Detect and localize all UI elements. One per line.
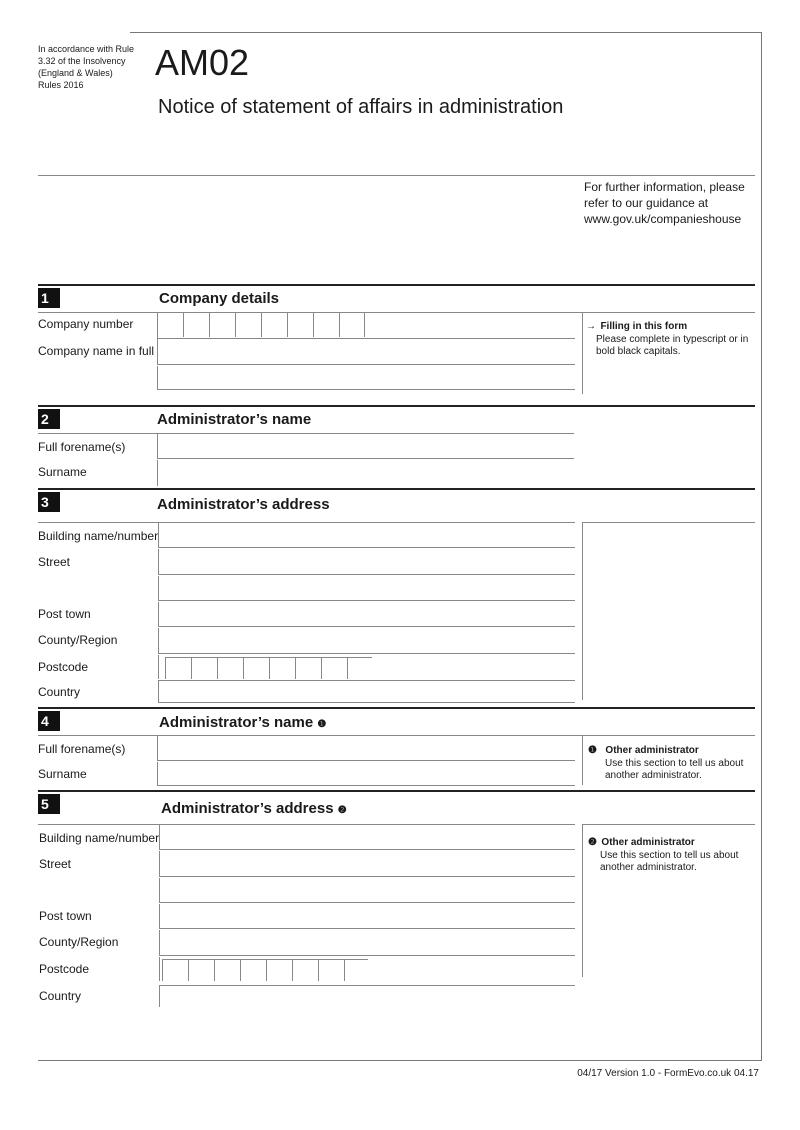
section-title-text: Administrator’s address	[161, 800, 334, 817]
company-name-label: Company name in full	[38, 344, 155, 358]
char-divider	[313, 313, 314, 337]
filling-form-note	[586, 316, 751, 358]
note-title: Other administrator	[601, 837, 695, 848]
street-field-1[interactable]	[158, 549, 575, 575]
section-number: 5	[38, 794, 60, 814]
section-divider	[38, 405, 755, 407]
county-field[interactable]	[159, 930, 575, 956]
building-label: Building name/number	[38, 529, 159, 543]
section-title: Administrator’s name	[157, 411, 312, 428]
company-name-field-2[interactable]	[157, 366, 575, 390]
postcode-cell[interactable]	[321, 657, 347, 679]
postcode-cell[interactable]	[191, 657, 217, 679]
building-field[interactable]	[159, 825, 575, 850]
county-field[interactable]	[158, 628, 575, 654]
postcode-label: Postcode	[39, 962, 90, 976]
note-subrule	[582, 824, 755, 825]
country-label: Country	[38, 685, 81, 699]
post-town-label: Post town	[38, 607, 91, 621]
guidance-text: For further information, please refer to our guidance at www.gov.uk/companieshouse	[584, 180, 745, 226]
char-divider	[364, 313, 365, 337]
county-label: County/Region	[39, 935, 119, 949]
postcode-cell[interactable]	[240, 959, 266, 981]
note-text: Use this section to tell us about another administrator.	[600, 850, 739, 873]
section-number: 4	[38, 711, 60, 731]
postcode-field[interactable]	[158, 655, 162, 679]
section-divider	[38, 284, 755, 286]
page-frame-bottom	[38, 1060, 762, 1061]
postcode-cell[interactable]	[269, 657, 295, 679]
street-field-2[interactable]	[158, 576, 575, 601]
char-divider	[183, 313, 184, 337]
char-divider	[261, 313, 262, 337]
form-code: AM02	[155, 42, 250, 83]
section-divider	[38, 488, 755, 490]
postcode-cell[interactable]	[188, 959, 214, 981]
arrow-icon: →	[586, 321, 596, 332]
building-label: Building name/number	[39, 831, 160, 845]
postcode-cell[interactable]	[347, 657, 372, 679]
note-divider	[582, 824, 583, 977]
section-number: 1	[38, 288, 60, 308]
section-divider	[38, 707, 755, 709]
section-subrule	[38, 312, 755, 313]
company-number-label: Company number	[38, 317, 134, 331]
post-town-field[interactable]	[158, 602, 575, 627]
form-title: Notice of statement of affairs in administration	[158, 96, 564, 118]
footnote-2-icon: ❷	[588, 837, 597, 848]
postcode-cell[interactable]	[292, 959, 318, 981]
forenames-label: Full forename(s)	[38, 440, 126, 454]
street-field-2[interactable]	[159, 878, 575, 903]
section-divider	[38, 790, 755, 792]
other-admin-note	[588, 832, 750, 874]
country-label: Country	[39, 989, 82, 1003]
surname-label: Surname	[38, 767, 87, 781]
note-divider	[582, 522, 583, 700]
post-town-label: Post town	[39, 909, 92, 923]
company-name-field-1[interactable]	[157, 339, 575, 365]
forenames-field[interactable]	[157, 736, 575, 761]
forenames-field[interactable]	[157, 434, 574, 459]
header-divider	[38, 175, 755, 176]
page-frame-right	[761, 32, 762, 1061]
note-divider	[582, 735, 583, 785]
post-town-field[interactable]	[159, 904, 575, 929]
footnote-1-icon: ❶	[588, 745, 597, 756]
char-divider	[287, 313, 288, 337]
street-label: Street	[39, 857, 72, 871]
postcode-cell[interactable]	[243, 657, 269, 679]
section-title: Administrator’s address	[157, 496, 330, 513]
footnote-1-icon: ❶	[317, 719, 327, 730]
postcode-cell[interactable]	[344, 959, 368, 981]
postcode-cell[interactable]	[318, 959, 344, 981]
section-number: 2	[38, 409, 60, 429]
surname-field[interactable]	[157, 460, 574, 486]
note-divider	[582, 312, 583, 394]
postcode-cell[interactable]	[214, 959, 240, 981]
note-title: Other administrator	[605, 745, 699, 756]
section-title	[159, 714, 326, 731]
county-label: County/Region	[38, 633, 118, 647]
postcode-cell[interactable]	[295, 657, 321, 679]
postcode-cell[interactable]	[165, 657, 191, 679]
section-title	[161, 800, 347, 817]
surname-field[interactable]	[157, 762, 575, 786]
postcode-cell[interactable]	[217, 657, 243, 679]
char-divider	[339, 313, 340, 337]
section-title-text: Administrator’s name	[159, 714, 314, 731]
surname-label: Surname	[38, 465, 87, 479]
street-label: Street	[38, 555, 71, 569]
field-rule	[159, 985, 575, 986]
street-field-1[interactable]	[159, 851, 575, 877]
forenames-label: Full forename(s)	[38, 742, 126, 756]
country-field[interactable]	[158, 681, 575, 703]
postcode-cell[interactable]	[266, 959, 292, 981]
section-number: 3	[38, 492, 60, 512]
rule-reference: In accordance with Rule 3.32 of the Insolvency (England & Wales) Rules 2016	[38, 44, 135, 90]
note-subrule	[582, 522, 755, 523]
section-title: Company details	[159, 290, 280, 307]
page-frame-top	[130, 32, 762, 33]
note-text: Use this section to tell us about another administrator.	[605, 758, 744, 781]
postcode-label: Postcode	[38, 660, 89, 674]
note-text: Please complete in typescript or in bold black capitals.	[596, 334, 749, 357]
char-divider	[235, 313, 236, 337]
country-field[interactable]	[159, 985, 163, 1007]
char-divider	[209, 313, 210, 337]
building-field[interactable]	[158, 523, 575, 548]
postcode-cell[interactable]	[162, 959, 188, 981]
footnote-2-icon: ❷	[337, 805, 347, 816]
footer-version: 04/17 Version 1.0 - FormEvo.co.uk 04.17	[577, 1068, 759, 1079]
other-admin-note	[588, 740, 750, 782]
note-title: Filling in this form	[600, 321, 688, 332]
